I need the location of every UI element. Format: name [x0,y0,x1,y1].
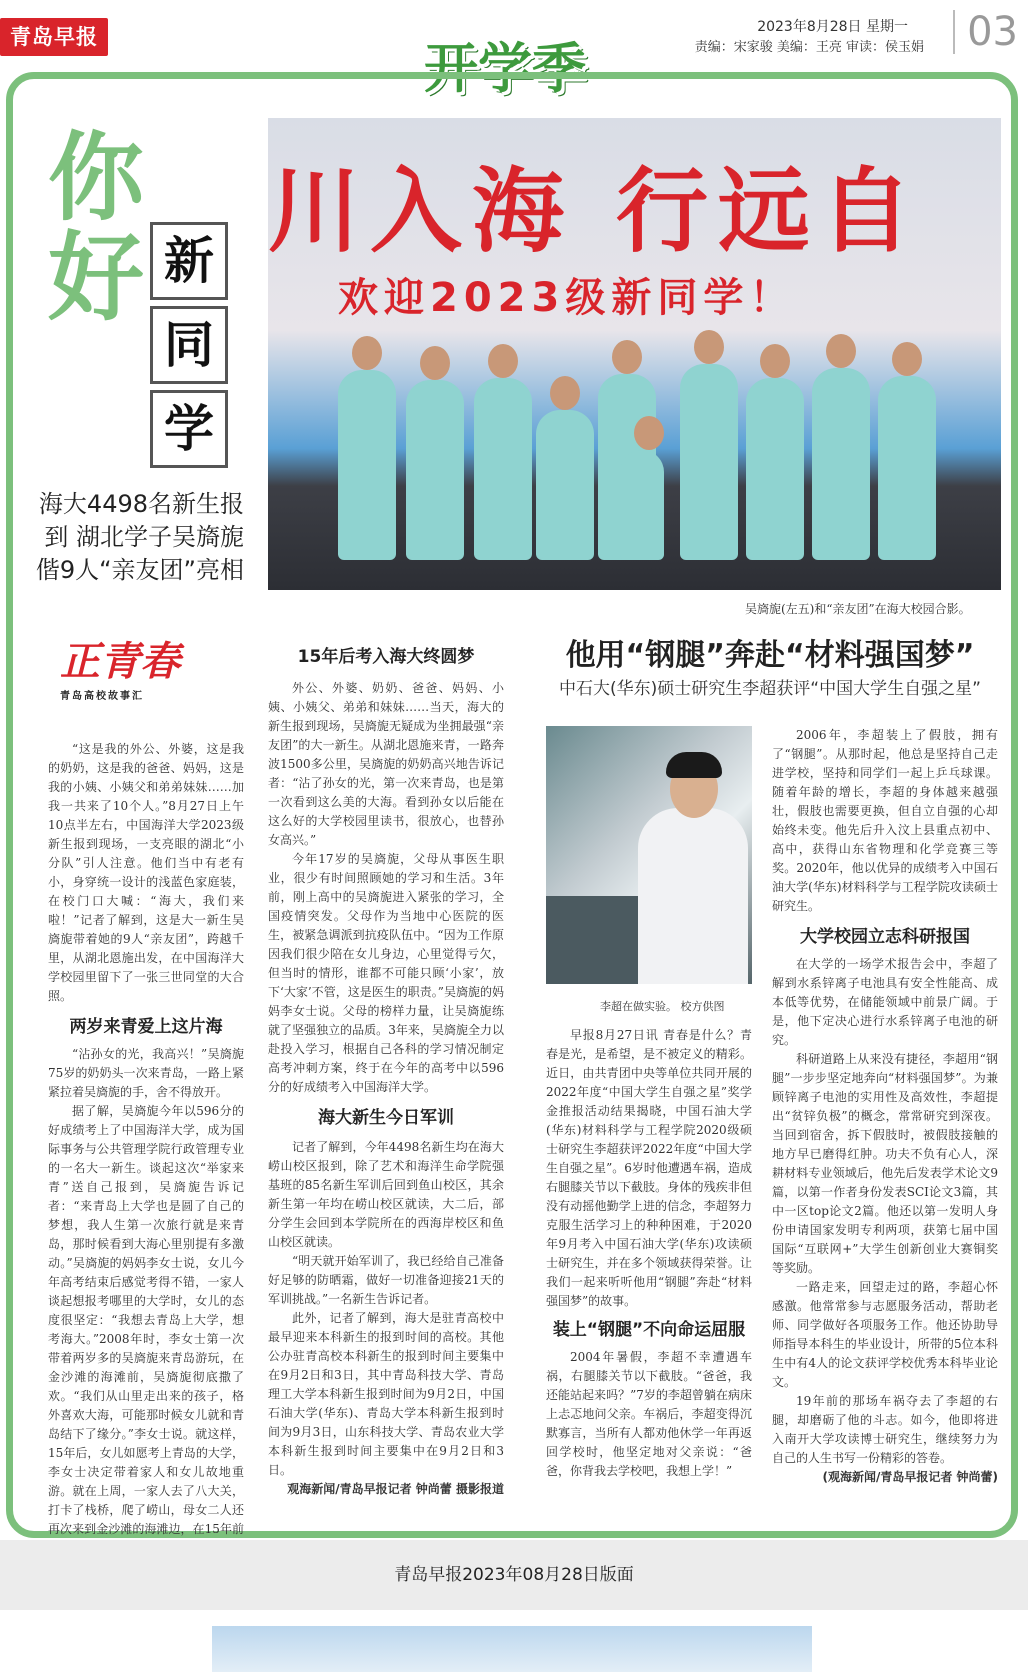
lead-headline: 海大4498名新生报到 湖北学子吴旖旎偕9人“亲友团”亮相 [35,490,244,584]
subheading: 大学校园立志科研报国 [800,927,970,947]
article-paragraph: 记者了解到，今年4498名新生均在海大崂山校区报到，除了艺术和海洋生命学院强基班的85名新生军训后回到鱼山校区，其余新生第一年均在崂山校区就读，大二后，部分学生会回到本学院所在的西海岸校区和鱼山校区就读。 [268,1140,504,1249]
lab-photo-caption: 李超在做实验。 校方供图 [600,1000,725,1013]
family-photo [268,118,1001,590]
person-figure [536,410,594,560]
article-paragraph: “这是我的外公、外婆，这是我的奶奶，这是我的爸爸、妈妈，这是我的小姨、小姨父和弟弟妹妹……加我一共来了10个人。”8月27日上午10点半左右，中国海洋大学2023级新生报到现场，一支亮眼的湖北“小分队”引人注意。他们当中有老有小，身穿统一设计的浅蓝色家庭装，在校门口大喊：“海大，我们来啦！”记者了解到，这是大一新生吴旖旎带着她的9人“亲友团”，跨越千里，从湖北恩施出发，在中国海洋大学校园里留下了一张三世同堂的大合照。 [48,742,244,1003]
lab-photo [546,726,752,984]
page-number: 03 [953,10,1018,54]
article-paragraph: 在大学的一场学术报告会中，李超了解到水系锌离子电池具有安全性能高、成本低等优势，在储能领域中前景广阔。于是，他下定决心进行水系锌离子电池的研究。 [772,957,998,1047]
person-figure [746,378,804,560]
title-tile: 学 [150,390,228,468]
column-brand-sub: 青岛高校故事汇 [60,691,144,702]
article-subtitle: 中石大(华东)硕士研究生李超获评“中国大学生自强之星” [559,679,981,699]
person-figure [812,368,870,560]
person-figure [620,450,664,560]
article-paragraph: 早报8月27日讯 青春是什么？青春是光，是希望，是不被定义的精彩。近日，由共青团中央等单位共同开展的2022年度“中国大学生自强之星”奖学金推报活动结果揭晓，中国石油大学(华东)材料科学与工程学院2020级硕士研究生李超获评2022年度“中国大学生自强之星”。6岁时他遭遇车祸，造成右腿膝关节以下截肢。身体的残疾非但没有动摇他勤学上进的信念，李超努力克服生活学习上的种种困难，于2020年9月考入中国石油大学(华东)攻读硕士研究生，并在多个领域获得荣誉。让我们一起来听听他用“钢腿”奔赴“材料强国梦”的故事。 [546,1028,752,1308]
article-paragraph: 一路走来，回望走过的路，李超心怀感激。他常常参与志愿服务活动，帮助老师、同学做好各项服务工作。他还协助导师指导本科生的毕业设计，所带的5位本科生中有4人的论文获评学校优秀本科毕业论文。 [772,1280,998,1389]
subheading: 两岁来青爱上这片海 [69,1017,223,1037]
article-paragraph: 19年前的那场车祸夺去了李超的右腿，却磨砺了他的斗志。如今，他即将进入南开大学攻读博士研究生，继续努力为自己的人生书写一份精彩的答卷。 [772,1394,998,1465]
lab-coat [638,808,748,984]
person-figure [680,364,738,560]
right-column-a [546,1026,752,1481]
subheading: 海大新生今日军训 [318,1108,454,1128]
person-figure [878,376,936,560]
article-paragraph: “明天就开始军训了，我已经给自己准备好足够的防晒霜，做好一切准备迎接21天的军训挑战。”一名新生告诉记者。 [268,1254,504,1306]
byline: 观海新闻/青岛早报记者 钟尚蕾 摄影报道 [287,1482,504,1496]
article-paragraph: “沾孙女的光，我高兴！”吴旖旎75岁的奶奶头一次来青岛，一路上紧紧拉着吴旖旎的手，舍不得放开。 [48,1047,244,1099]
person-figure [338,370,396,560]
article-title: 他用“钢腿”奔赴“材料强国梦” [565,638,975,673]
issue-date: 2023年8月28日 星期一 [757,19,908,35]
next-page-thumbnail[interactable] [212,1626,812,1672]
person-figure [474,378,532,560]
byline: (观海新闻/青岛早报记者 钟尚蕾) [822,1470,998,1484]
subheading: 15年后考入海大终圆梦 [297,647,475,667]
middle-column [268,648,504,1499]
section-title: 开学季 [424,37,586,100]
subheading: 装上“钢腿”不向命运屈服 [552,1320,746,1340]
hello-title: 你好 [48,121,144,334]
article-paragraph: 据了解，吴旖旎今年以596分的好成绩考上了中国海洋大学，成为国际事务与公共管理学院行政管理专业的一名大一新生。谈起这次“举家来青”送自己报到，吴旖旎告诉记者：“来青岛上大学也是圆了自己的梦想，我人生第一次旅行就是来青岛，那时候看到大海心里别提有多激动。”吴旖旎的妈妈李女士说，女儿今年高考结束后感觉考得不错，一家人谈起想报考哪里的大学时，女儿的态度很坚定：“我想去青岛上大学，想考海大。”2008年时，李女士第一次带着两岁多的吴旖旎来青岛游玩，在金沙滩的海滩前，吴旖旎彻底撒了欢。“我们从山里走出来的孩子，格外喜欢大海，可能那时候女儿就和青岛结下了缘分。”李女士说。就这样，15年后，女儿如愿考上青岛的大学，李女士决定带着家人和女儿故地重游。就在上周，一家人去了八大关，打卡了栈桥，爬了崂山，母女二人还再次来到金沙滩的海滩边，在15年前 [48,1104,244,1536]
person-figure [406,380,464,560]
article-paragraph: 此外，记者了解到，海大是驻青高校中最早迎来本科新生的报到时间的高校。其他公办驻青高校本科新生的报到时间主要集中在9月2日和3日，其中青岛科技大学、青岛理工大学本科新生报到时间为9月2日，中国石油大学(华东)、青岛大学本科新生报到时间为9月3日，山东科技大学、青岛农业大学本科新生报到时间主要集中在9月2日和3日。 [268,1311,504,1477]
column-brand [60,630,200,700]
researcher-hair [666,752,722,778]
newspaper-logo: 青岛早报 [0,18,108,56]
editor-credits: 责编：宋家骏 美编：王亮 审读：侯玉娟 [694,40,924,55]
column-brand-name: 正青春 [60,638,180,685]
photo-banner-top: 川入海 行远自 [268,157,923,265]
right-column-b [772,726,998,1487]
article-paragraph: 科研道路上从来没有捷径，李超用“钢腿”一步步坚定地奔向“材料强国梦”。为兼顾锌离子电池的实用性及高效性，李超提出“贫锌负极”的概念，常常研究到深夜。当回到宿舍，拆下假肢时，被假肢接触的地方早已磨得红肿。功夫不负有心人，深耕材料专业领域后，他先后发表学术论文9篇，以第一作者身份发表SCI论文3篇，其中一区top论文2篇。他还以第一发明人身份申请国家发明专利两项，获第七届中国国际“互联网+”大学生创新创业大赛铜奖等奖励。 [772,1052,998,1275]
article-paragraph: 外公、外婆、奶奶、爸爸、妈妈、小姨、小姨父、弟弟和妹妹……当天，海大的新生报到现场，吴旖旎无疑成为坐拥最强“亲友团”的大一新生。从湖北恩施来青，一路奔波1500多公里，吴旖旎的奶奶高兴地告诉记者：“沾了孙女的光，第一次来青岛，也是第一次看到这么美的大海。看到孙女以后能在这么好的大学校园里读书，很放心，也替孙女高兴。” [268,681,504,847]
page-label-link[interactable]: 青岛早报2023年08月28日版面 [0,1540,1028,1610]
article-paragraph: 2006年，李超装上了假肢，拥有了“钢腿”。从那时起，他总是坚持自己走进学校，坚持和同学们一起上乒乓球课。随着年龄的增长，李超的身体越来越强壮，假肢也需要更换，但自立自强的心却始终未变。他先后升入汶上县重点初中、高中，获得山东省物理和化学竞赛三等奖。2020年，他以优异的成绩考入中国石油大学(华东)材料科学与工程学院攻读硕士研究生。 [772,728,998,913]
article-paragraph: 2004年暑假，李超不幸遭遇车祸，右腿膝关节以下截肢。“爸爸，我还能站起来吗？”7岁的李超曾躺在病床上忐忑地问父亲。车祸后，李超变得沉默寡言，当所有人都劝他休学一年再返回学校时，他坚定地对父亲说：“爸爸，你背我去学校吧，我想上学！” [546,1350,752,1478]
title-tiles [150,222,228,474]
photo-caption: 吴旖旎(左五)和“亲友团”在海大校园合影。 [745,602,971,616]
title-tile: 同 [150,306,228,384]
left-column [48,740,244,1558]
title-tile: 新 [150,222,228,300]
article-paragraph: 今年17岁的吴旖旎，父母从事医生职业，很少有时间照顾她的学习和生活。3年前，刚上高中的吴旖旎进入紧张的学习，全国疫情突发。父母作为当地中心医院的医生，被紧急调派到抗疫队伍中。“因为工作原因我们很少陪在女儿身边，心里觉得亏欠，但当时的情形，谁都不可能只顾‘小家’，放下‘大家’不管，这是医生的职责。”吴旖旎的妈妈李女士说。父母的榜样力量，让吴旖旎练就了坚强独立的品质。3年来，吴旖旎全力以赴投入学习，根据自己各科的学习情况制定高考冲刺方案，终于在今年的高考中以596分的好成绩考入中国海洋大学。 [268,852,504,1094]
photo-banner-welcome: 欢迎2023级新同学！ [338,275,796,321]
